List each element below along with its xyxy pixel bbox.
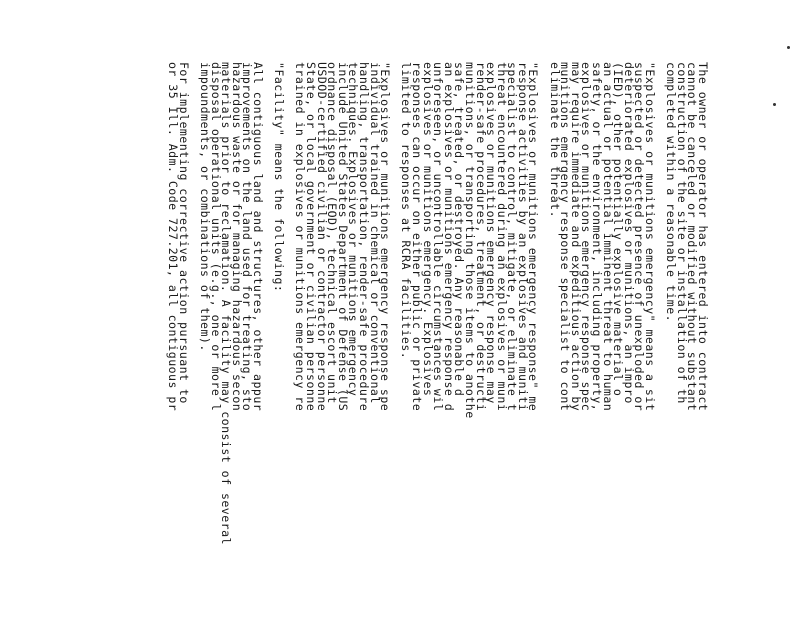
text-line: (IED), other potentially explosive material o <box>611 62 626 397</box>
text-line: "Explosives or munitions emergency response spe <box>378 62 393 412</box>
text-line: explosives or munitions emergency. Explosives <box>420 62 435 397</box>
text-line: suspected or detected presence of unexploded or <box>632 62 647 412</box>
paragraph-explosives-emergency <box>547 62 658 618</box>
text-line: materials prior to reclamation. A facility may consist of several <box>219 62 234 545</box>
text-line: include United States Department of Defense (US <box>335 62 350 412</box>
text-line: response activities by an explosives and muniti <box>515 62 530 412</box>
text-line: impoundments, or combinations of them). <box>198 62 213 352</box>
text-line: deteriorated explosives or munitions, an impro <box>621 62 636 404</box>
text-line: USDOD-certified civilian or contractor personne <box>314 62 329 412</box>
text-line: an actual or potential imminent threat to human <box>600 62 615 412</box>
paragraph-facility-def <box>200 62 264 618</box>
text-line: munitions emergency response specialist to cont <box>558 62 573 412</box>
text-line: explosives or munitions emergency response may <box>484 62 499 404</box>
paragraph-emergency-response <box>401 62 539 618</box>
text-line: hazardous waste or for managing hazardous secon <box>229 62 244 412</box>
text-line: "Explosives or munitions emergency response" me <box>526 62 541 412</box>
text-line: trained in explosives or munitions emergency re <box>293 62 308 412</box>
text-line: All contiguous land and structures, other appur <box>251 62 266 412</box>
text-line: "Explosives or munitions emergency" means a sit <box>643 62 658 412</box>
text-line: The owner or operator has entered into contract <box>696 62 710 412</box>
text-line: render-safe procedures, treatment, or destructi <box>473 62 488 412</box>
text-line: munitions, or transporting those items to anothe <box>462 62 477 419</box>
document-body <box>157 62 708 618</box>
text-line: specialist to control, mitigate, or eliminate t <box>505 62 520 412</box>
paragraph-facility-intro <box>274 62 285 618</box>
text-line: responses can occur on either public or private <box>409 62 424 412</box>
text-line: cannot be canceled or modified without substant <box>685 62 700 412</box>
text-line: safety, or the environment, including property, <box>590 62 605 412</box>
text-line: threat encountered during an explosives or muni <box>494 62 509 412</box>
paragraph-owner-operator <box>666 62 708 618</box>
text-line: an explosives or munitions emergency response d <box>441 62 456 412</box>
text-line: may require immediate and expeditious action by <box>568 62 583 412</box>
text-line: safe, treated, or destroyed. Any reasonable d <box>452 62 467 397</box>
text-line: ordnance disposal (EOD), technical escort unit <box>325 62 340 404</box>
text-line: explosives or munitions emergency response spec <box>579 62 594 412</box>
text-line: improvements on the land used for treating, sto <box>240 62 255 412</box>
text-line: "Facility" means the following: <box>272 62 287 293</box>
text-line: techniques. Explosives or munitions emergency <box>346 62 361 397</box>
text-line: For implementing corrective action pursuant to <box>176 62 191 404</box>
text-line: eliminate the threat. <box>547 62 562 219</box>
text-line: or 35 Ill. Adm. Code 727.201, all contiguous pr <box>166 62 181 412</box>
text-line: completed within a reasonable time. <box>664 62 679 323</box>
text-line: construction of the site or installation of th <box>674 62 689 404</box>
paragraph-response-specialist <box>293 62 393 618</box>
text-line: limited to responses at RCRA facilities. <box>399 62 414 360</box>
text-line: unforeseen, or uncontrollable circumstances wil <box>431 62 446 412</box>
paragraph-corrective-action <box>168 62 189 618</box>
text-line: disposal operational units (e.g., one or more l <box>208 62 223 412</box>
text-line: State, or local government or civilian personne <box>304 62 319 412</box>
text-line: handling, transportation, render-safe procedure <box>357 62 371 412</box>
text-line: individual trained in chemical or conventional <box>367 62 382 404</box>
